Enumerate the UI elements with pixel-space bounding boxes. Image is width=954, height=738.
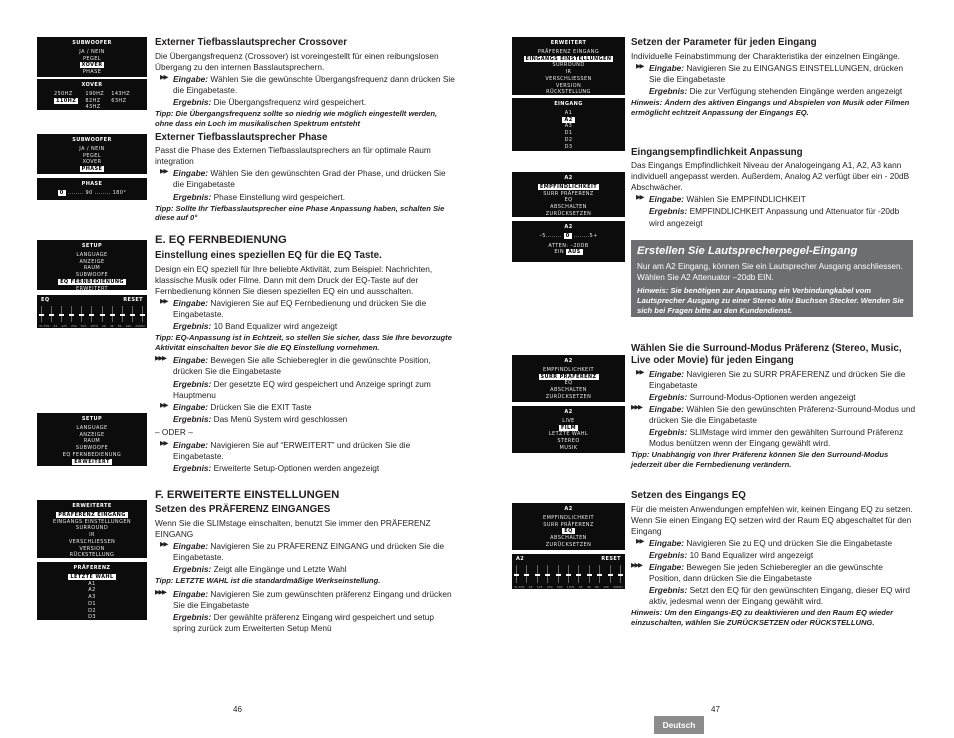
section-eq-subtitle: Einstellung eines speziellen EQ für die EQ Taste. (155, 249, 382, 261)
arrow-icon: ▶▶ (160, 297, 167, 305)
section-parameter-title: Setzen der Parameter für jeden Eingang (631, 37, 817, 48)
screen-setup-erweitert (37, 413, 147, 466)
eq-slider-knob (120, 314, 125, 316)
xover-value: 63HZ (111, 97, 127, 104)
screen-title: SUBWOOFER (72, 40, 112, 46)
eq-tip: Tipp: EQ-Anpassung ist in Echtzeit, so stellen Sie sicher, dass Sie Ihre bevorzugte Aktivität einschalten bevor Sie die EQ Einstellung vornehmen. (155, 332, 452, 352)
screen-menu-item: ERWEITERT (74, 458, 110, 465)
screen-menu-item: JA / NEIN (79, 48, 105, 55)
screen-menu-item: SURR PRÄFERENZ (540, 373, 597, 380)
eq-slider-knob (110, 314, 115, 316)
screen-menu-item: EMPFINDLICHKEIT (539, 183, 598, 190)
screen-title: SUBWOOFER (72, 137, 112, 143)
eq-label: A2 (516, 556, 525, 562)
phase-step: ▶▶ Eingabe: Wählen Sie den gewünschten Grad der Phase, und drücken Sie die Eingabetaste (160, 168, 446, 190)
eq-slider (102, 306, 103, 322)
eq-slider (91, 306, 92, 322)
screen-menu-item: ANZEIGE (79, 431, 105, 438)
phase-result: Ergebnis: Phase Einstellung wird gespeichert. (173, 191, 346, 202)
input-eq-description: Für die meisten Anwendungen empfehlen wir, keinen Eingang EQ zu setzen. Wenn Sie einen Eingang EQ setzen wird der Raum EQ abgeschaltet für den Eingang (631, 503, 913, 536)
screen-menu-item: EQ FERNBEDIENUNG (62, 451, 122, 458)
eq-freq-label: 63 (53, 324, 58, 328)
screen-menu-item: EMPFINDLICHKEIT (543, 514, 594, 521)
eq-freq-label: 2K (101, 324, 106, 328)
eq-freq-label: 31.5Hz (514, 585, 525, 589)
screen-a2-surr (512, 355, 625, 402)
screen-menu-item: LIVE (562, 417, 575, 424)
xover-value: 43HZ (85, 104, 101, 110)
screen-menu-item: SURROUND (552, 62, 585, 69)
eq-slider (122, 306, 123, 322)
eq-step-3: ▶▶ Eingabe: Drücken Sie die EXIT Taste (160, 401, 312, 412)
screen-menu-item: LANGUAGE (76, 424, 108, 431)
screen-title: EINGANG (554, 101, 583, 107)
screen-menu-item: A1 (88, 580, 96, 587)
screen-a2-empfindlichkeit (512, 172, 625, 217)
xover-value: 143HZ (111, 90, 130, 97)
eq-graphic-right (512, 554, 625, 589)
arrow-icon: ▶▶▶ (155, 355, 166, 363)
screen-menu-item: SURROUND (75, 525, 109, 532)
screen-menu-item: JA / NEIN (79, 145, 105, 152)
arrow-icon: ▶▶ (636, 368, 643, 376)
arrow-icon: ▶▶▶ (631, 561, 642, 569)
eq-slider-knob (100, 314, 105, 316)
eq-slider (51, 306, 52, 322)
screen-title: ERWEITERT (550, 40, 587, 46)
section-phase-title: Externer Tiefbasslautsprecher Phase (155, 131, 328, 143)
surround-result-1: Ergebnis: Surround-Modus-Optionen werden angezeigt (649, 391, 856, 402)
screen-menu-item: PEGEL (83, 55, 101, 62)
surround-step-1: ▶▶ Eingabe: Navigieren Sie zu SURR PRÄFERENZ und drücken Sie die Eingabetaste (636, 368, 906, 390)
screen-menu-item: EQ (564, 197, 573, 204)
eq-slider (537, 565, 538, 583)
screen-xover: XOVER 250HZ 110HZ 190HZ 82HZ 43HZ 143HZ 63HZ (37, 79, 147, 110)
sensitivity-description: Das Eingangs Empfindlichkeit Niveau der Analogeingang A1, A2, A3 kann individuell angepasst werden. Außerdem, Analog A2 verfügt über ein - 20dB Abschwächer. (631, 160, 910, 193)
section-advanced-subtitle: Setzen des PRÄFERENZ EINGANGES (155, 504, 331, 516)
sensitivity-step: ▶▶ Eingabe: Wählen Sie EMPFINDLICHKEIT (636, 194, 806, 205)
input-eq-result-2: Ergebnis: Setzt den EQ für den gewünschten Eingang, dieser EQ wird aktiv, jedesmal wenn der Eingang gewählt wird. (649, 584, 911, 606)
screen-menu-item: EQ FERNBEDIENUNG (60, 278, 124, 285)
eq-slider-knob (576, 574, 581, 576)
eq-freq-label: 8K (117, 324, 122, 328)
eq-slider-knob (49, 314, 54, 316)
eq-slider-knob (514, 574, 519, 576)
eq-freq-label: 16K (125, 324, 132, 328)
screen-menu-item: IR (89, 532, 95, 538)
eq-freq-label: 31.5Hz (39, 324, 50, 328)
eq-slider (71, 306, 72, 322)
phase-description: Passt die Phase des Externen Tiefbasslautsprechers an für optimale Raum integration (155, 145, 431, 167)
screen-menu-item: FILM (560, 424, 577, 431)
eq-slider (547, 565, 548, 583)
screen-title: SETUP (81, 243, 103, 249)
eq-slider (132, 306, 133, 322)
eq-slider-knob (524, 574, 529, 576)
sensitivity-result: Ergebnis: EMPFINDLICHKEIT Anpassung und Attenuator für -20db wird angezeigt (649, 206, 900, 228)
eq-freq-label: 4K (109, 324, 114, 328)
section-eq-title: E. EQ FERNBEDIENUNG (155, 234, 287, 247)
eq-freq-label: 250 (546, 585, 553, 589)
xover-col-2 (85, 91, 104, 110)
eq-slider (61, 306, 62, 322)
screen-menu-item: LETZTE WAHL (70, 573, 114, 580)
eq-slider-knob (59, 314, 64, 316)
xover-col-3 (111, 91, 130, 110)
advanced-step-2: ▶▶▶ Eingabe: Navigieren Sie zum gewünschten präferenz Eingang und drücken Sie die Eingabetaste (155, 589, 452, 611)
surround-result-2: Ergebnis: SLIMstage wird immer den gewählten Surround Präferenz Modus benützen wenn der Eingang gewählt wird. (649, 426, 904, 448)
advanced-result-1: Ergebnis: Zeigt alle Eingänge und Letzte Wahl (173, 564, 347, 575)
screen-menu-item: MUSIK (559, 444, 578, 451)
speaker-level-box (631, 240, 913, 317)
phase-tip: Tipp: Sollte Ihr Tiefbasslautsprecher eine Phase Anpassung haben, schalten Sie diese auf 0° (155, 203, 445, 223)
speaker-level-tip: Hinweis: Sie benötigen zur Anpassung ein Verbindungkabel vom Lautsprecher Ausgang zu einer Stereo Mini Buchsen Stecker. Wenden Sie sich bei Fragen bitte an den Kundendienst. (637, 285, 904, 316)
screen-menu-item: RÜCKSTELLUNG (546, 89, 591, 95)
screen-menu-item: IR (565, 69, 572, 75)
arrow-icon: ▶▶▶ (155, 589, 166, 597)
right-text-column-3 (631, 490, 916, 631)
eq-freq-label: 63 (528, 585, 533, 589)
arrow-icon: ▶▶ (636, 537, 643, 545)
eq-slider (142, 306, 143, 322)
screen-setup-eq (37, 240, 147, 290)
eq-slider (516, 565, 517, 583)
arrow-icon: ▶▶ (160, 73, 167, 81)
eq-slider-knob (618, 574, 623, 576)
eq-slider-knob (535, 574, 540, 576)
screen-menu-item: ERWEITERT (76, 285, 108, 290)
screen-menu-item: PRÄFERENZ EINGANG (537, 48, 600, 55)
screen-title: PRÄFERENZ (73, 565, 111, 571)
screen-menu-item: A3 (564, 123, 573, 130)
screen-menu-item: PHASE (81, 166, 103, 172)
screen-praeferenz (37, 562, 147, 620)
speaker-level-text: Nur am A2 Eingang, können Sie ein Lautsprecher Ausgang anschliessen. Wählen Sie A2 Attenuator –20db EIN. (637, 262, 903, 282)
input-eq-result-1: Ergebnis: 10 Band Equalizer wird angezeigt (649, 549, 814, 560)
screen-menu-item: D3 (88, 614, 96, 620)
screen-menu-item: PEGEL (83, 152, 101, 159)
eq-slider-knob (566, 574, 571, 576)
parameter-tip: Hinweis: Ändern des aktiven Eingangs und Abspielen von Musik oder Filmen ermöglicht echtzeit Anpassung der Eingangs EQ. (631, 97, 910, 117)
eq-graphic-left (37, 295, 147, 328)
screen-a2-atten: A2 –5........ 0 ........5+ ATTEN: –20DB EIN AUS (512, 221, 625, 262)
screen-menu-item: ZURÜCKSETZEN (545, 541, 592, 548)
screen-title: SETUP (81, 416, 103, 422)
screen-menu-item: D1 (564, 130, 573, 136)
xover-value: 190HZ (85, 90, 105, 97)
input-eq-tip: Hinweis: Um den Eingangs-EQ zu deaktivieren und den Raum EQ wieder einzuschalten, wählen Sie ZURÜCKSETZEN oder RÜCKSTELLUNG. (631, 608, 894, 627)
eq-freq-label: 8K (595, 585, 599, 589)
eq-freq-label: 500 (556, 585, 563, 589)
eq-slider (558, 565, 559, 583)
input-eq-step-1: ▶▶ Eingabe: Navigieren Sie zu EQ und drücken Sie die Eingabetaste (636, 537, 893, 548)
eq-step-4: ▶▶ Eingabe: Navigieren Sie auf “ERWEITERT” und drücken Sie die Eingabetaste. (160, 439, 411, 461)
section-sensitivity-title: Eingangsempfindlichkeit Anpassung (631, 146, 803, 158)
eq-reset-label: RESET (123, 297, 143, 303)
screen-menu-item: SUBWOOFE (75, 445, 109, 451)
eq-step-1: ▶▶ Eingabe: Navigieren Sie auf EQ Fernbedienung und drücken Sie die Eingabetaste. (160, 297, 427, 319)
screen-eingang (512, 98, 625, 151)
screen-menu-item: RAUM (83, 265, 101, 272)
screen-menu-item: A3 (88, 594, 96, 600)
crossover-step: ▶▶ Eingabe: Wählen Sie die gewünschte Übergangsfrequenz dann drücken Sie die Eingabetaste. (160, 73, 455, 95)
screen-menu-item: RÜCKSTELLUNG (69, 552, 115, 558)
screen-menu-item: SURR PRÄFERENZ (543, 521, 594, 528)
eq-freq-label: 16K (603, 585, 609, 589)
screen-menu-item: EQ (564, 380, 573, 387)
screen-menu-item: PHASE (82, 69, 102, 75)
eq-freq-label: 250 (70, 324, 77, 328)
eq-slider-knob (545, 574, 550, 576)
screen-phase: PHASE 0 ........ 90 ........ 180° (37, 178, 147, 200)
arrow-icon: ▶▶ (636, 62, 643, 70)
eq-freq-label: 1KHz (90, 324, 99, 328)
screen-menu-item: ZURÜCKSETZEN (545, 210, 592, 217)
eq-slider (81, 306, 82, 322)
eq-reset-label: RESET (601, 556, 621, 562)
eq-freq-label: 20KHz (135, 324, 145, 328)
xover-col-1 (54, 91, 78, 110)
left-text-column (155, 37, 455, 635)
eq-slider-knob (79, 314, 84, 316)
xover-value: 110HZ (56, 97, 77, 104)
screen-menu-item: ABSCHALTEN (550, 535, 587, 541)
eq-slider (578, 565, 579, 583)
screen-menu-item: XOVER (82, 159, 102, 166)
xover-value: 82HZ (85, 97, 101, 104)
advanced-step-1: ▶▶ Eingabe: Navigieren Sie zu PRÄFERENZ EINGANG und drücken Sie die Eingabetaste. (160, 541, 445, 563)
eq-freq-label: 500 (80, 324, 87, 328)
screen-subwoofer-phase (37, 134, 147, 174)
screen-menu-item: SUBWOOFE (75, 272, 109, 278)
page-number-left: 46 (233, 705, 242, 714)
eq-slider (620, 565, 621, 583)
screen-menu-item: LETZTE WAHL (548, 431, 589, 438)
screen-title: A2 (564, 409, 573, 415)
screen-menu-item: PRÄFERENZ EINGANG (58, 511, 126, 518)
screen-menu-item: EMPFINDLICHKEIT (543, 366, 594, 373)
screen-erweitert-eingangs (512, 37, 625, 95)
screen-menu-item: EQ (564, 528, 573, 535)
eq-freq-label: 125 (536, 585, 543, 589)
screen-title: A2 (564, 358, 573, 364)
eq-slider-knob (89, 314, 94, 316)
screen-menu-item: VERSCHLIESSEN (545, 75, 592, 82)
language-tab: Deutsch (654, 716, 704, 734)
eq-slider (112, 306, 113, 322)
xover-value: 250HZ (54, 90, 73, 97)
screen-erweiterte-praeferenz (37, 500, 147, 558)
eq-slider-knob (587, 574, 592, 576)
screen-menu-item: STEREO (557, 438, 580, 444)
eq-result-4: Ergebnis: Erweiterte Setup-Optionen werden angezeigt (173, 462, 380, 473)
crossover-description: Die Übergangsfrequenz (Crossover) ist voreingestellt für einen reibungslosen Übergang zu den internen Basslautsprechern. (155, 50, 439, 72)
arrow-icon: ▶▶ (160, 541, 167, 549)
screen-menu-item: A2 (564, 116, 573, 123)
eq-slider-knob (597, 574, 602, 576)
screen-a2-modes (512, 406, 625, 453)
arrow-icon: ▶▶▶ (631, 403, 642, 411)
eq-slider (526, 565, 527, 583)
right-text-column-2 (631, 343, 916, 472)
screen-menu-item: A1 (564, 109, 573, 116)
section-advanced-title: F. ERWEITERTE EINSTELLUNGEN (155, 488, 340, 501)
eq-slider (41, 306, 42, 322)
parameter-description: Individuelle Feinabstimmung der Charakteristika der einzelnen Eingänge. (631, 50, 900, 61)
right-text-column (631, 37, 916, 230)
advanced-description: Wenn Sie die SLIMstage einschalten, benutzt Sie immer den PRÄFERENZ EINGANG (155, 518, 431, 540)
speaker-level-title: Erstellen Sie Lautsprecherpegel-Eingang (637, 245, 858, 257)
screen-menu-item: EINGANGS EINSTELLUNGEN (525, 55, 612, 62)
screen-title: ERWEITERTE (72, 503, 112, 509)
screen-menu-item: ZURÜCKSETZEN (545, 393, 592, 400)
screen-menu-item: VERSION (79, 545, 105, 552)
arrow-icon: ▶▶ (636, 194, 643, 202)
screen-menu-item: SURR PRÄFERENZ (543, 190, 594, 197)
eq-result-2: Ergebnis: Der gesetzte EQ wird gespeichert und Anzeige springt zum Hauptmenu (173, 378, 431, 400)
surround-tip: Tipp: Unabhängig von Ihrer Präferenz können Sie den Surround-Modus jederzeit über die Fernbedienung verändern. (631, 449, 889, 469)
screen-menu-item: VERSION (555, 82, 582, 89)
section-crossover-title: Externer Tiefbasslautsprecher Crossover (155, 37, 348, 48)
eq-step-2: ▶▶▶ Eingabe: Bewegen Sie alle Schieberegler in die gewünschte Position, drücken Sie die Eingabetaste (155, 355, 431, 377)
eq-slider-knob (556, 574, 561, 576)
eq-label: EQ (41, 297, 50, 303)
eq-slider-knob (39, 314, 44, 316)
surround-step-2: ▶▶▶ Eingabe: Wählen Sie den gewünschten Präferenz-Surround-Modus und drücken Sie die Eingabetaste (631, 403, 916, 425)
screen-a2-eq (512, 503, 625, 550)
screen-menu-item: D2 (564, 136, 573, 143)
eq-slider (610, 565, 611, 583)
screen-menu-item: ABSCHALTEN (550, 387, 587, 393)
advanced-result-2: Ergebnis: Der gewählte präferenz Eingang wird gespeichert und setup spring zurück zum Erweiterten Setup Menü (173, 612, 435, 634)
screen-menu-item: A2 (88, 587, 96, 594)
parameter-step: ▶▶ Eingabe: Navigieren Sie zu EINGANGS EINSTELLUNGEN, drücken Sie die Eingabetaste (636, 62, 904, 84)
screen-menu-item: ANZEIGE (79, 258, 105, 265)
page-number-right: 47 (711, 705, 720, 714)
eq-freq-label: 20KHz (613, 585, 623, 589)
eq-slider (589, 565, 590, 583)
screen-menu-item: LANGUAGE (76, 251, 108, 258)
screen-menu-item: D1 (88, 600, 96, 607)
eq-freq-label: 125 (61, 324, 67, 328)
screen-menu-item: ABSCHALTEN (550, 204, 587, 210)
eq-slider-knob (69, 314, 74, 316)
screen-menu-item: D2 (88, 607, 96, 614)
eq-slider (599, 565, 600, 583)
crossover-result: Ergebnis: Die Übergangsfrequenz wird gespeichert. (173, 96, 367, 107)
arrow-icon: ▶▶ (160, 168, 167, 176)
screen-menu-item: RAUM (83, 438, 101, 445)
eq-slider (568, 565, 569, 583)
screen-menu-item: VERSCHLIESSEN (68, 538, 116, 545)
parameter-result: Ergebnis: Die zur Verfügung stehenden Eingänge werden angezeigt (649, 85, 903, 96)
arrow-icon: ▶▶ (160, 401, 167, 409)
eq-result-1: Ergebnis: 10 Band Equalizer wird angezeigt (173, 320, 338, 331)
eq-slider-knob (130, 314, 135, 316)
crossover-tip: Tipp: Die Übergangsfrequenz sollte so niedrig wie möglich eingestellt werden, ohne dass ein Loch im musikalischen Spektrum entsteht (155, 108, 438, 128)
section-input-eq-title: Setzen des Eingangs EQ (631, 490, 746, 501)
eq-freq-label: 1KHz (566, 585, 575, 589)
section-surround-title: Wählen Sie die Surround-Modus Präferenz (Stereo, Music, Live oder Movie) für jeden Eingang (631, 343, 902, 366)
screen-menu-item: D3 (564, 143, 573, 150)
eq-description: Design ein EQ speziell für Ihre beliebte Aktivität, zum Beispiel: Nachrichten, klassische Musik oder Filme. Dann mit dem Druck der EQ-Taste auf der Fernbedienung können Sie diesen speziellen EQ ein und ausschalten. (155, 263, 433, 296)
eq-oder: – ODER – (155, 426, 193, 437)
eq-result-3: Ergebnis: Das Menü System wird geschlossen (173, 413, 348, 424)
screen-title: A2 (564, 175, 573, 181)
eq-slider-knob (140, 314, 145, 316)
input-eq-step-2: ▶▶▶ Eingabe: Bewegen Sie jeden Schieberegler an die gewünschte Position, dann drücken Sie die Eingabetaste (631, 561, 883, 583)
screen-menu-item: EINGANGS EINSTELLUNGEN (52, 518, 132, 525)
screen-subwoofer-xover (37, 37, 147, 77)
eq-freq-label: 4K (586, 585, 591, 589)
screen-title: A2 (564, 506, 573, 512)
eq-freq-label: 2K (578, 585, 583, 589)
arrow-icon: ▶▶ (160, 439, 167, 447)
advanced-tip: Tipp: LETZTE WAHL ist die standardmäßige Werkseinstellung. (155, 576, 381, 586)
screen-menu-item: XOVER (81, 62, 103, 69)
eq-slider-knob (608, 574, 613, 576)
